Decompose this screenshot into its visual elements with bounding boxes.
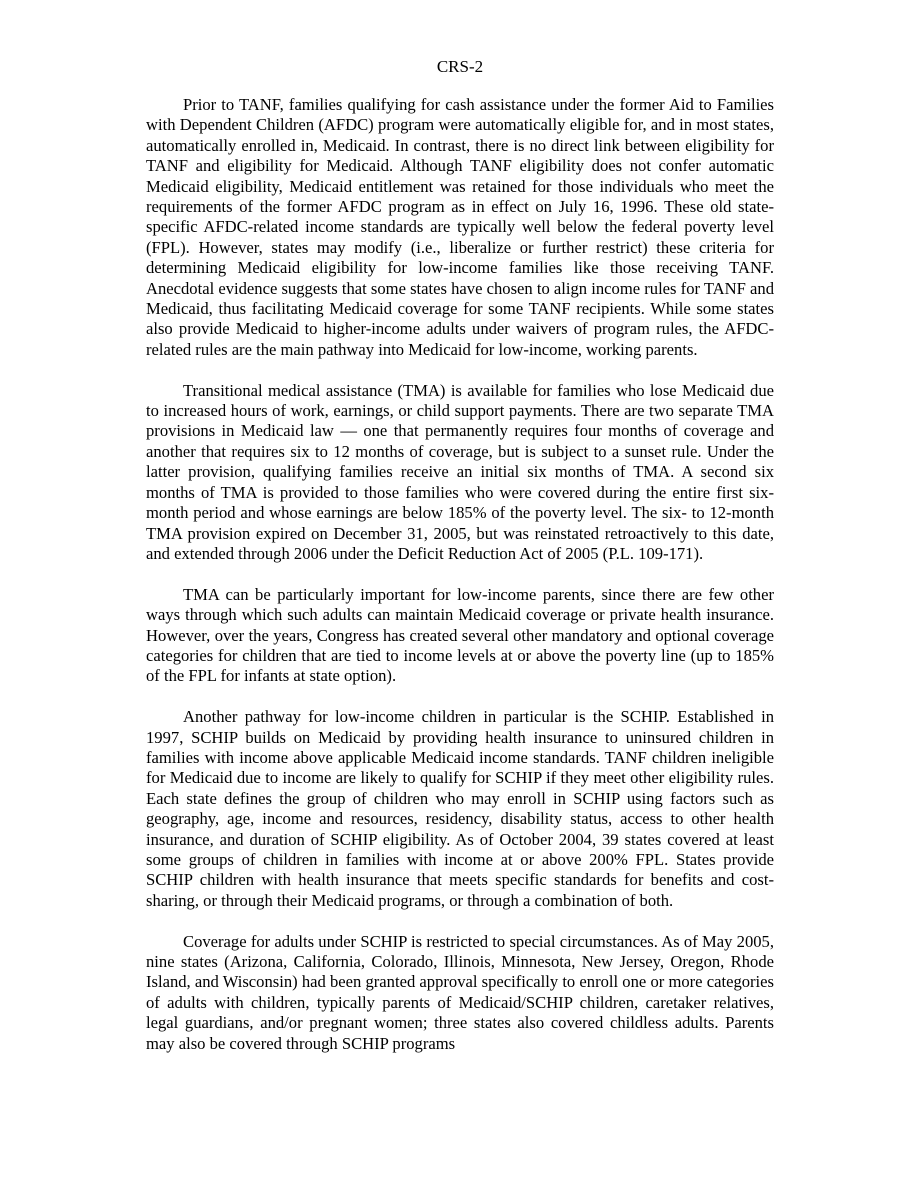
body-text bbox=[146, 95, 774, 1054]
page-number-header: CRS-2 bbox=[436, 57, 484, 76]
paragraph-schip-pathway: Another pathway for low-income children in particular is the SCHIP. Established in 1997, SCHIP builds on Medicaid by providing health insurance to uninsured children in families with income above applicable Medicaid income standards. TANF children ineligible for Medicaid due to income are likely to qualify for SCHIP if they meet other eligibility rules. Each state defines the group of children who may enroll in SCHIP using factors such as geography, age, income and resources, residency, disability status, access to other health insurance, and duration of SCHIP eligibility. As of October 2004, 39 states covered at least some groups of children in families with income at or above 200% FPL. States provide SCHIP children with health insurance that meets specific standards for benefits and cost-sharing, or through their Medicaid programs, or through a combination of both. bbox=[146, 707, 774, 910]
paragraph-tma-importance: TMA can be particularly important for low-income parents, since there are few other ways through which such adults can maintain Medicaid coverage or private health insurance. However, over the years, Congress has created several other mandatory and optional coverage categories for children that are tied to income levels at or above the poverty line (up to 185% of the FPL for infants at state option). bbox=[146, 584, 774, 686]
paragraph-tanf-medicaid-eligibility: Prior to TANF, families qualifying for cash assistance under the former Aid to Families with Dependent Children (AFDC) program were automatically eligible for, and in most states, automatically enrolled in, Medicaid. In contrast, there is no direct link between eligibility for TANF and eligibility for Medicaid. Although TANF eligibility does not confer automatic Medicaid eligibility, Medicaid entitlement was retained for those individuals who meet the requirements of the former AFDC program as in effect on July 16, 1996. These old state-specific AFDC-related income standards are typically well below the federal poverty level (FPL). However, states may modify (i.e., liberalize or further restrict) these criteria for determining Medicaid eligibility for low-income families like those receiving TANF. Anecdotal evidence suggests that some states have chosen to align income rules for TANF and Medicaid, thus facilitating Medicaid coverage for some TANF recipients. While some states also provide Medicaid to higher-income adults under waivers of program rules, the AFDC-related rules are the main pathway into Medicaid for low-income, working parents. bbox=[146, 95, 774, 359]
paragraph-transitional-medical-assistance: Transitional medical assistance (TMA) is available for families who lose Medicaid due to increased hours of work, earnings, or child support payments. There are two separate TMA provisions in Medicaid law — one that permanently requires four months of coverage and another that requires six to 12 months of coverage, but is subject to a sunset rule. Under the latter provision, qualifying families receive an initial six months of TMA. A second six months of TMA is provided to those families who were covered during the entire first six-month period and whose earnings are below 185% of the poverty level. The six- to 12-month TMA provision expired on December 31, 2005, but was reinstated retroactively to this date, and extended through 2006 under the Deficit Reduction Act of 2005 (P.L. 109-171). bbox=[146, 380, 774, 563]
paragraph-schip-adult-coverage: Coverage for adults under SCHIP is restricted to special circumstances. As of May 2005, nine states (Arizona, California, Colorado, Illinois, Minnesota, New Jersey, Oregon, Rhode Island, and Wisconsin) had been granted approval specifically to enroll one or more categories of adults with children, typically parents of Medicaid/SCHIP children, caretaker relatives, legal guardians, and/or pregnant women; three states also covered childless adults. Parents may also be covered through SCHIP programs bbox=[146, 931, 774, 1053]
